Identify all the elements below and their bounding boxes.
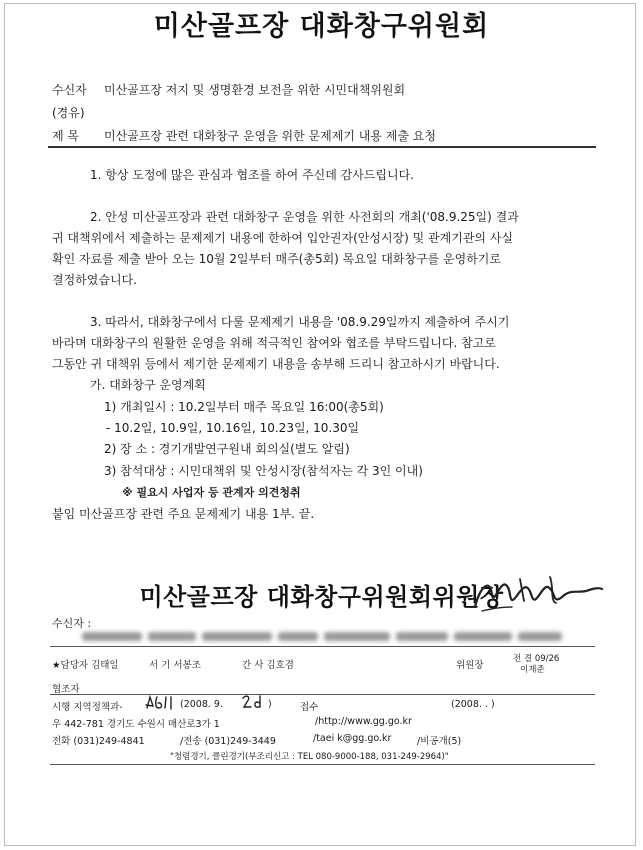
plan-item-dates: - 10.2일, 10.9일, 10.16일, 10.23일, 10.30일 xyxy=(106,421,360,435)
via-label: (경유) xyxy=(52,106,85,120)
address: 우 442-781 경기도 수원시 매산로3가 1 xyxy=(52,719,220,730)
recipient-value: 미산골프장 저지 및 생명환경 보전을 위한 시민대책위원회 xyxy=(104,83,406,97)
document-title: 미산골프장 대화창구위원회 xyxy=(153,11,490,42)
footer-divider-top xyxy=(50,646,595,647)
plan-item-attendees: 3) 참석대상 : 시민대책위 및 안성시장(참석자는 각 3인 이내) xyxy=(104,464,423,478)
plan-item-venue: 2) 장 소 : 경기개발연구원내 회의실(별도 알림) xyxy=(104,442,350,456)
receipt-label: 접수 xyxy=(300,702,319,713)
fax: /전송 (031)249-3449 xyxy=(180,736,276,747)
subject-label: 제 목 xyxy=(52,129,79,143)
approver-name: 이재준 xyxy=(520,665,545,675)
handwritten-number-icon xyxy=(144,694,178,712)
paragraph-3-line-1: 3. 따라서, 대화창구에서 다룰 문제제기 내용을 '08.9.29일까지 제출하여 주시기 xyxy=(90,315,510,329)
signature-icon xyxy=(420,567,610,619)
paragraph-3-line-2: 바라며 대화창구의 원활한 운영을 위해 적극적인 참여와 협조를 부탁드립니다. 참고로 xyxy=(52,336,496,350)
handwritten-day-icon xyxy=(241,693,267,711)
phone: 전화 (031)249-4841 xyxy=(52,736,145,747)
paragraph-1: 1. 항상 도정에 많은 관심과 협조를 하여 주신데 감사드립니다. xyxy=(90,168,414,182)
email-link[interactable]: /taei k@gg.go.kr xyxy=(313,733,392,744)
slogan: "청렴경기, 클린경기(부조리신고 : TEL 080-9000-188, 031-249-2964)" xyxy=(170,752,449,762)
staff-person-3: 간 사 김호겸 xyxy=(242,660,294,671)
redacted-recipients xyxy=(82,626,577,642)
disclosure: /비공개(5) xyxy=(417,736,462,747)
chair-label: 위원장 xyxy=(456,660,484,671)
paragraph-2-line-1: 2. 안성 미산골프장과 관련 대화창구 운영을 위한 사전회의 개최('08.9.25일) 결과 xyxy=(90,210,519,224)
paragraph-2-line-2: 귀 대책위에서 제출하는 문제제기 내용에 한하여 입안권자(안성시장) 및 관계기관의 사실 xyxy=(52,231,514,245)
enforcement-date: (2008. 9. xyxy=(180,699,223,710)
staff-person-2: 서 기 서봉조 xyxy=(149,660,201,671)
cooperator-label: 협조자 xyxy=(52,684,80,695)
approval-stamp: 전 결 09/26 xyxy=(513,654,560,664)
receipt-date: (2008. . ) xyxy=(451,699,495,710)
paragraph-3-line-3: 그동안 귀 대책위 등에서 제기한 문제제기 내용을 송부해 드리니 참고하시기 바랍니다. xyxy=(52,357,500,371)
staff-person-1: ★담당자 김태일 xyxy=(52,660,119,671)
recipient-label: 수신자 xyxy=(52,83,87,97)
attachment-line: 붙임 미산골프장 관련 주요 문제제기 내용 1부. 끝. xyxy=(52,507,315,521)
date-close: ) xyxy=(268,699,272,710)
homepage-link[interactable]: /http://www.gg.go.kr xyxy=(315,716,412,727)
header-divider xyxy=(48,146,596,148)
issuer-name: 미산골프장 대화창구위원회위원장 xyxy=(139,583,504,611)
enforcement-dept: 시행 지역정책과- xyxy=(52,702,123,713)
footer-divider-bottom xyxy=(50,764,595,765)
subject-value: 미산골프장 관련 대화창구 운영을 위한 문제제기 내용 제출 요청 xyxy=(104,129,436,143)
paragraph-2-line-4: 결정하였습니다. xyxy=(52,273,137,287)
footer-divider-mid xyxy=(50,694,595,695)
paragraph-2-line-3: 확인 자료를 제출 받아 오는 10월 2일부터 매주(총5회) 목요일 대화창구를 운영하기로 xyxy=(52,252,501,266)
plan-note: ※ 필요시 사업자 등 관계자 의견청취 xyxy=(122,486,301,499)
plan-heading: 가. 대화창구 운영계획 xyxy=(90,378,206,392)
cc-label: 수신자 : xyxy=(52,617,92,630)
plan-item-schedule: 1) 개최일시 : 10.2일부터 매주 목요일 16:00(총5회) xyxy=(104,400,384,414)
